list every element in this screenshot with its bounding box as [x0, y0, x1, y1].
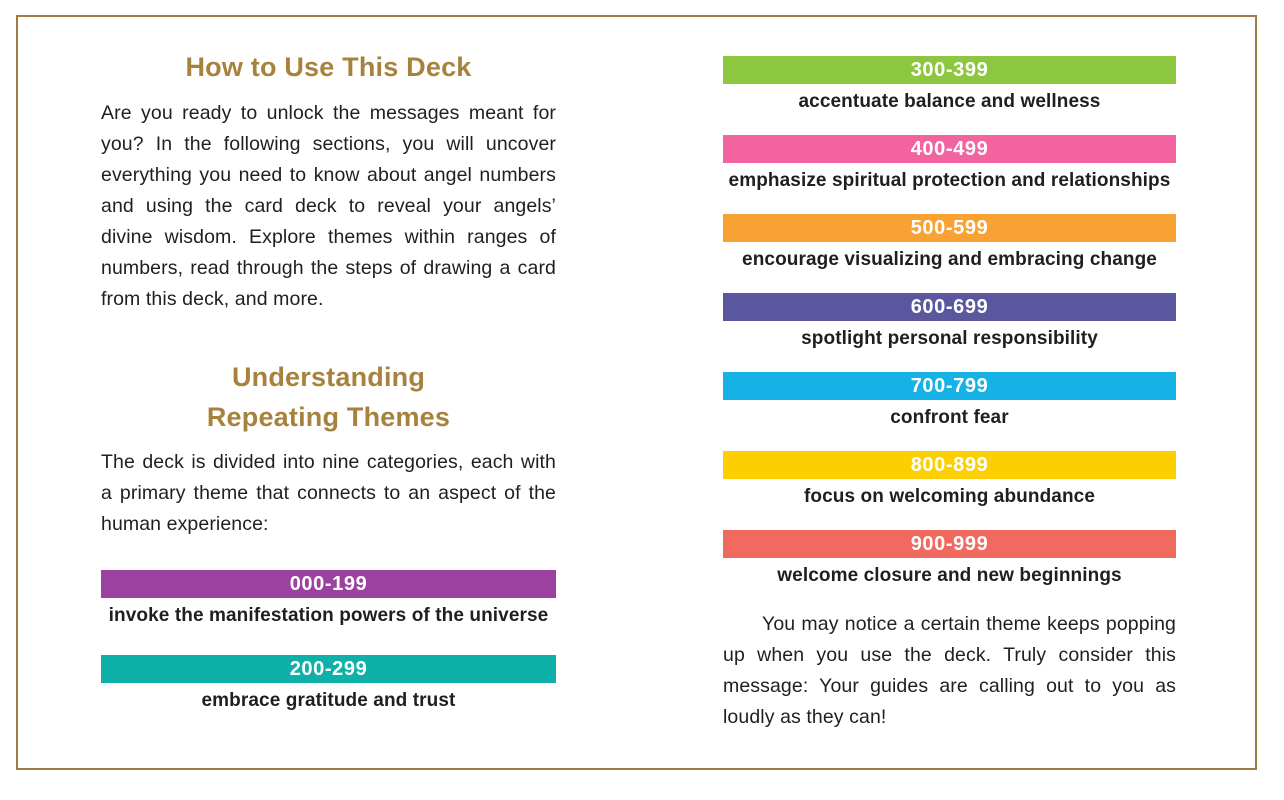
number-range-entry: [101, 570, 556, 629]
number-range-entry: [723, 451, 1176, 510]
number-range-entry: [723, 214, 1176, 273]
range-bar: [723, 451, 1176, 479]
range-bar: [723, 293, 1176, 321]
section-heading-line2: Repeating Themes: [206, 402, 451, 432]
range-bar: [723, 530, 1176, 558]
range-bar: [101, 570, 556, 598]
range-bar: [723, 56, 1176, 84]
number-range-entry: [101, 655, 556, 714]
range-theme: emphasize spiritual protection and relationships: [728, 170, 1171, 191]
themes-intro-paragraph: The deck is divided into nine categories, each with a primary theme that connects to an aspect of the human experience:: [101, 451, 556, 535]
range-bar: [101, 655, 556, 683]
range-label: 700-799: [910, 374, 989, 397]
range-label: 400-499: [910, 137, 989, 160]
range-theme: spotlight personal responsibility: [801, 328, 1098, 349]
number-range-entry: [723, 372, 1176, 431]
number-range-entry: [723, 293, 1176, 352]
page-title: How to Use This Deck: [185, 52, 472, 82]
range-theme: encourage visualizing and embracing change: [742, 249, 1157, 270]
range-label: 800-899: [910, 453, 989, 476]
closing-paragraph: You may notice a certain theme keeps popping up when you use the deck. Truly consider this message: Your guides are calling out to you as loudly as they can!: [723, 613, 1176, 728]
number-range-entry: [723, 56, 1176, 115]
range-bar: [723, 372, 1176, 400]
section-heading-line1: Understanding: [231, 362, 426, 392]
range-bar: [723, 135, 1176, 163]
range-theme: invoke the manifestation powers of the universe: [108, 605, 549, 626]
number-range-entry: [723, 530, 1176, 589]
section-heading: [101, 357, 556, 437]
range-label: 500-599: [910, 216, 989, 239]
range-label: 600-699: [910, 295, 989, 318]
range-label: 000-199: [289, 572, 368, 595]
right-page-column: [723, 56, 1176, 733]
range-label: 300-399: [910, 58, 989, 81]
intro-paragraph: Are you ready to unlock the messages meant for you? In the following sections, you will uncover everything you need to know about angel numbers and using the card deck to reveal your angels’ divine wisdom. Explore themes within ranges of numbers, read through the steps of drawing a card from this deck, and more.: [101, 102, 556, 310]
range-bar: [723, 214, 1176, 242]
range-label: 200-299: [289, 657, 368, 680]
range-theme: confront fear: [890, 407, 1009, 428]
left-page-column: [101, 50, 556, 714]
range-theme: accentuate balance and wellness: [798, 91, 1101, 112]
range-label: 900-999: [910, 532, 989, 555]
range-theme: focus on welcoming abundance: [803, 486, 1095, 507]
range-theme: embrace gratitude and trust: [201, 690, 456, 711]
number-range-entry: [723, 135, 1176, 194]
range-theme: welcome closure and new beginnings: [777, 565, 1122, 586]
